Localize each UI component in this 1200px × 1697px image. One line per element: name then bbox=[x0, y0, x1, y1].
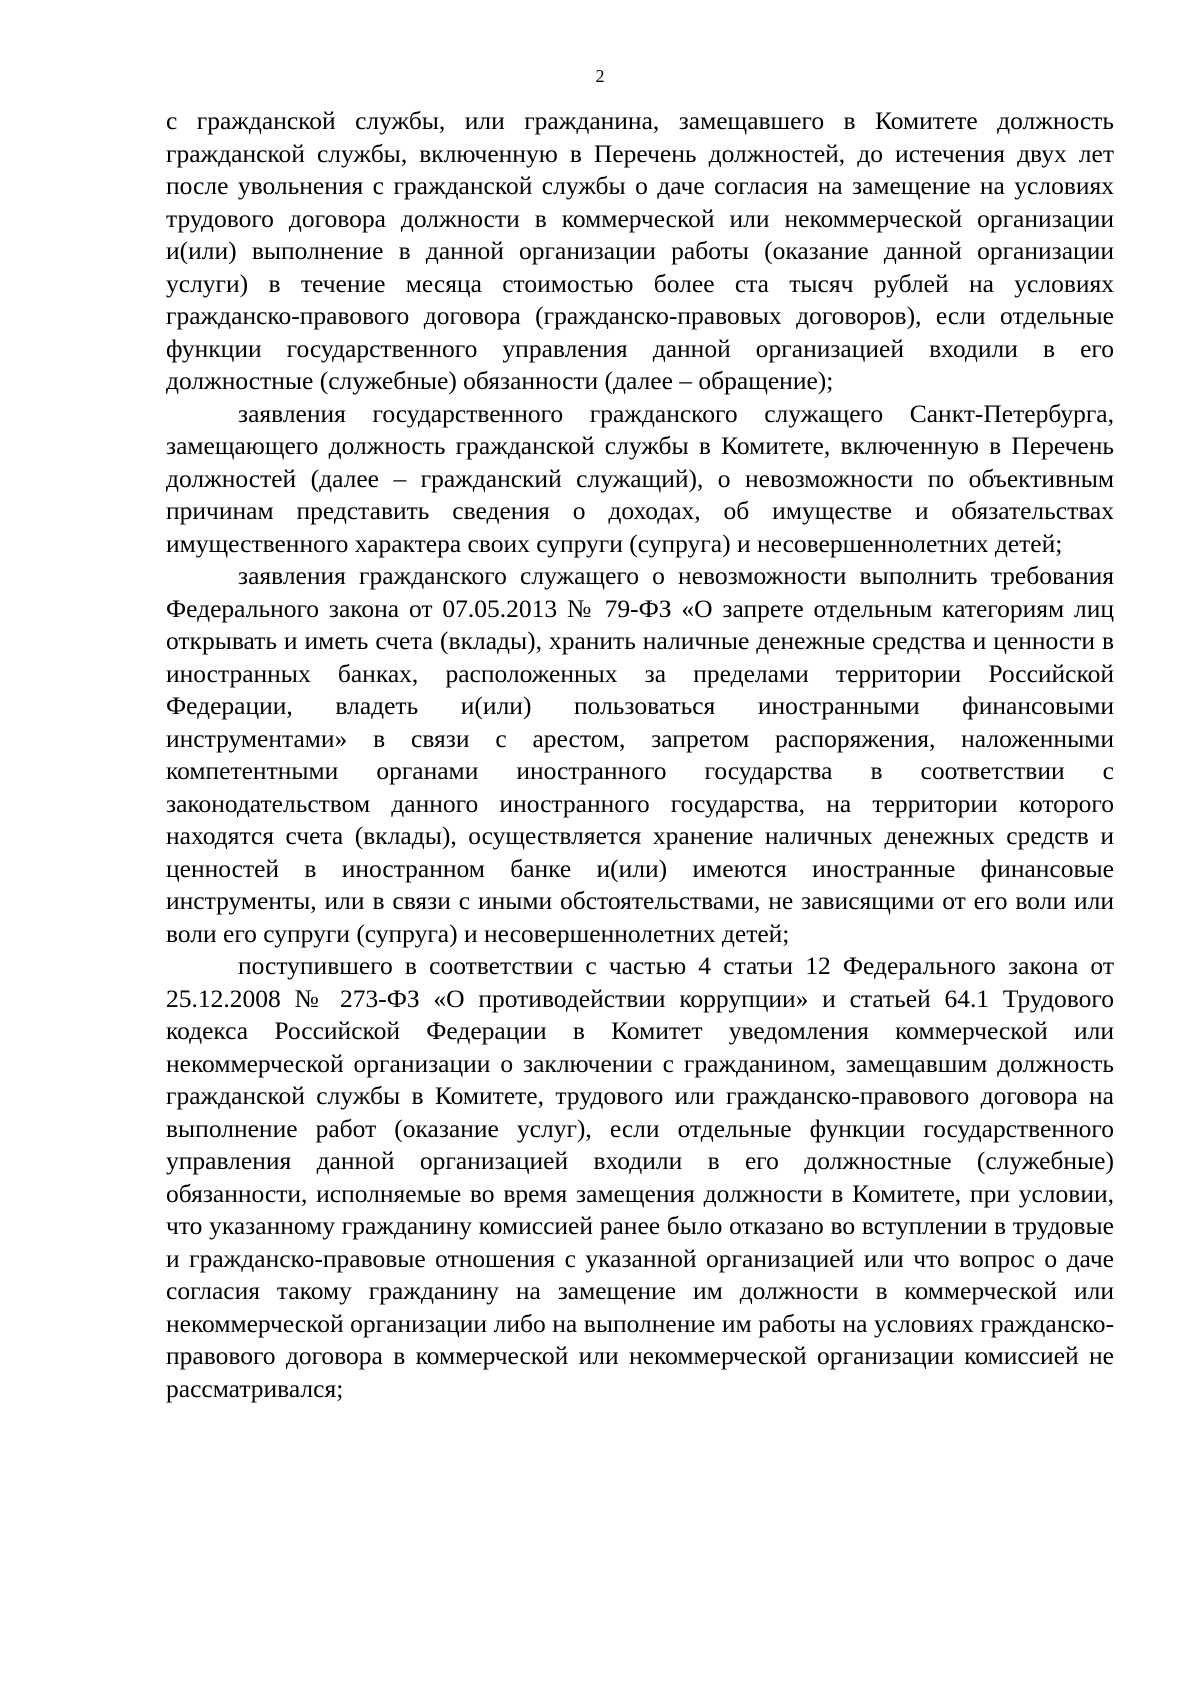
document-body bbox=[166, 105, 1114, 1405]
paragraph-statement-income: заявления государственного гражданского служащего Санкт-Петербурга, замещающего должность гражданской службы в Комитете, включенную в Перечень должностей (далее – гражданский служащий), о невозможности по объективным причинам представить сведения о доходах, об имуществе и обязательствах имущественного характера своих супруги (супруга) и несовершеннолетних детей; bbox=[166, 398, 1114, 558]
paragraph-continuation: с гражданской службы, или гражданина, замещавшего в Комитете должность гражданской службы, включенную в Перечень должностей, до истечения двух лет после увольнения с гражданской службы о даче согласия на замещение на условиях трудового договора должности в коммерческой или некоммерческой организации и(или) выполнение в данной организации работы (оказание данной организации услуги) в течение месяца стоимостью более ста тысяч рублей на условиях гражданско-правового договора (гражданско-правовых договоров), если отдельные функции государственного управления данной организацией входили в его должностные (служебные) обязанности (далее – обращение); bbox=[166, 106, 1114, 395]
page-number: 2 bbox=[595, 66, 605, 86]
paragraph-statement-foreign-accounts: заявления гражданского служащего о невозможности выполнить требования Федерального закона от 07.05.2013 № 79-ФЗ «О запрете отдельным категориям лиц открывать и иметь счета (вклады), хранить наличные денежные средства и ценности в иностранных банках, расположенных за пределами территории Российской Федерации, владеть и(или) пользоваться иностранными финансовыми инструментами» в связи с арестом, запретом распоряжения, наложенными компетентными органами иностранного государства в соответствии с законодательством данного иностранного государства, на территории которого находятся счета (вклады), осуществляется хранение наличных денежных средств и ценностей в иностранном банке и(или) имеются иностранные финансовые инструменты, или в связи с иными обстоятельствами, не зависящими от его воли или воли его супруги (супруга) и несовершеннолетних детей; bbox=[166, 561, 1114, 948]
paragraph-organization-notice: поступившего в соответствии с частью 4 статьи 12 Федерального закона от 25.12.2008 № 273-ФЗ «О противодействии коррупции» и статьей 64.1 Трудового кодекса Российской Федерации в Комитет уведомления коммерческой или некоммерческой организации о заключении с гражданином, замещавшим должность гражданской службы в Комитете, трудового или гражданско-правового договора на выполнение работ (оказание услуг), если отдельные функции государственного управления данной организацией входили в его должностные (служебные) обязанности, исполняемые во время замещения должности в Комитете, при условии, что указанному гражданину комиссией ранее было отказано во вступлении в трудовые и гражданско-правовые отношения с указанной организацией или что вопрос о даче согласия такому гражданину на замещение им должности в коммерческой или некоммерческой организации либо на выполнение им работы на условиях гражданско-правового договора в коммерческой или некоммерческой организации комиссией не рассматривался; bbox=[166, 951, 1114, 1403]
